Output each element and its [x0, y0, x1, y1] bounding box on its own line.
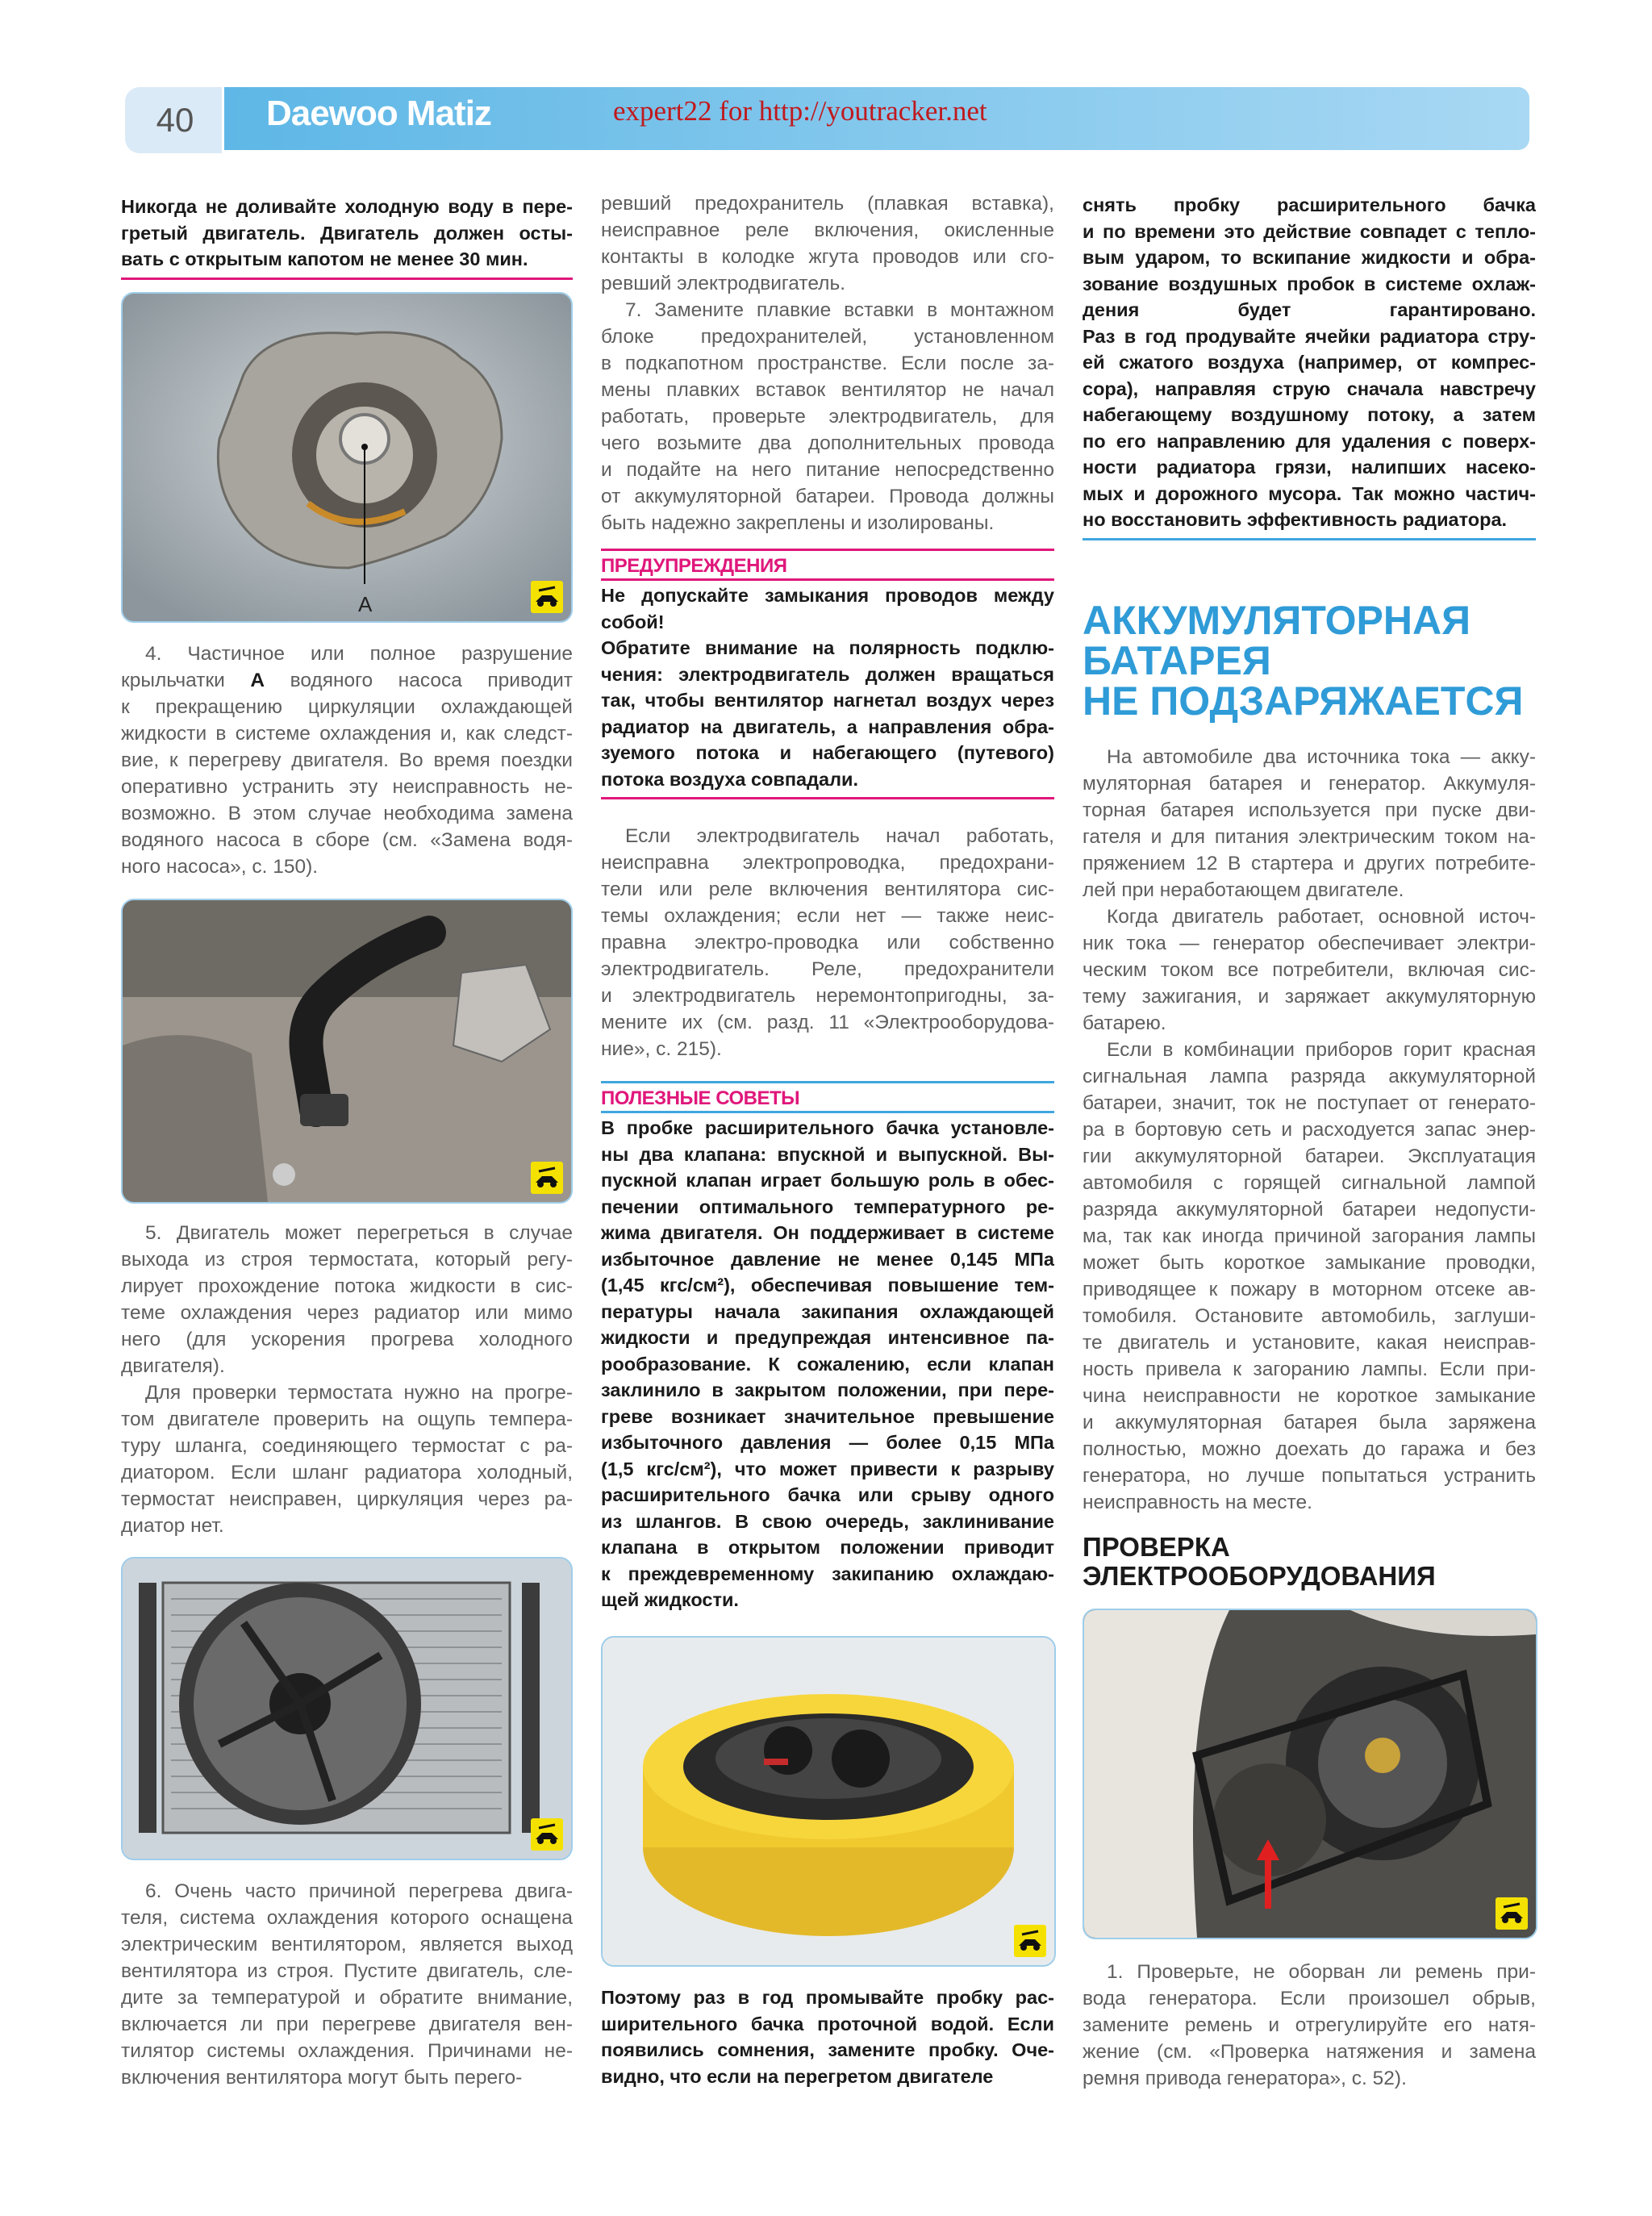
text-line: жидкости в системе охлаждения и, как следст- — [121, 723, 573, 745]
text-line: мых и дорожного мусора. Так можно частич- — [1083, 482, 1536, 504]
text-line: пускной клапан играет большую роль в обес- — [601, 1170, 1054, 1191]
text-line: и электродвигатель неремонтопригодны, за- — [601, 985, 1054, 1007]
text-line: тему зажигания, и заряжает аккумуляторную — [1083, 986, 1536, 1008]
paragraph-5b — [121, 1379, 573, 1539]
col2-p8 — [601, 823, 1054, 1062]
text-line: мены плавких вставок вентилятор не начал — [601, 379, 1054, 401]
text-line: потока воздуха совпадали. — [601, 768, 858, 790]
text-line: торная батарея используется при пуске дви- — [1083, 799, 1536, 821]
text-line: и подайте на него питание непосредственно — [601, 459, 1054, 481]
text-line: чения: электродвигатель должен вращаться — [601, 663, 1054, 685]
car-lift-icon — [1496, 1897, 1528, 1930]
text-line: сигнальная лампа разряда аккумуляторной — [1083, 1066, 1536, 1087]
text-line: неисправное реле включения, окисленные — [601, 219, 1054, 241]
page-number: 40 — [156, 101, 194, 139]
text-line: неисправность на месте. — [1083, 1492, 1312, 1513]
text-line: 1. Проверьте, не оборван ли ремень при- — [1107, 1961, 1536, 1983]
divider — [601, 549, 1054, 551]
battery-paragraph-3 — [1083, 1037, 1536, 1516]
text-line: теме охлаждения через радиатор или мимо — [121, 1302, 573, 1324]
paragraph-6 — [121, 1878, 573, 2091]
text-line: электрическим вентилятором, является выход — [121, 1934, 573, 1955]
text-line: ности радиатора грязи, налипших насеко- — [1083, 457, 1536, 478]
text-line: приводящее к пожару в моторном отсеке ав- — [1083, 1279, 1536, 1300]
text-line: батареи, значит, ток не поступает от генерато- — [1083, 1092, 1536, 1114]
car-lift-icon — [531, 581, 563, 613]
col2-top — [601, 190, 1054, 536]
text-line: (1,5 кгс/см²), что может привести к разрыву — [601, 1458, 1054, 1479]
text-line: электродвигатель. Реле, предохранители — [601, 958, 1054, 980]
text-line: (1,45 кгс/см²), обеспечивая повышение тем- — [601, 1275, 1054, 1296]
text-line: гретый двигатель. Двигатель должен осты- — [121, 222, 573, 244]
col1-p5 — [121, 1220, 573, 1539]
text-line: вать с открытым капотом не менее 30 мин. — [121, 248, 528, 269]
text-line: дите за температурой и обратите внимание, — [121, 1987, 573, 2009]
divider — [121, 278, 573, 280]
text-line: том двигателе проверить на ощупь темпера- — [121, 1408, 573, 1430]
text-line: 6. Очень часто причиной перегрева двига- — [145, 1880, 573, 1902]
text-line: жима двигателя. Он поддерживает в системе — [601, 1222, 1054, 1243]
text-line: ремня привода генератора», с. 52). — [1083, 2068, 1407, 2089]
text-line: чина неисправности не короткое замыкание — [1083, 1385, 1536, 1407]
text-line: вие, к перегреву двигателя. Во время поездки — [121, 749, 573, 771]
col3-e1 — [1083, 1959, 1536, 2092]
text-line: 4. Частичное или полное разрушение — [145, 643, 573, 665]
text-line: ны два клапана: впускной и выпускной. Вы- — [601, 1143, 1054, 1165]
text-line: но восстановить эффективность радиатора. — [1083, 509, 1508, 530]
text-line: темы охлаждения; если нет — также неис- — [601, 905, 1054, 927]
text-line: радиатор на двигатель, а направления обра- — [601, 716, 1054, 737]
text-line: контакты в колодке жгута проводов или сго- — [601, 246, 1054, 268]
text-line: возможно. В этом случае необходима замена — [121, 803, 573, 824]
text-line: ра в бортовую сеть и расходуется запас энер- — [1083, 1119, 1536, 1141]
text-line: включения вентилятора могут быть перего- — [121, 2067, 523, 2089]
paragraph-5 — [121, 1220, 573, 1379]
text-line: рообразование. К сожалению, если клапан — [601, 1353, 1054, 1375]
check-paragraph-1 — [1083, 1959, 1536, 2092]
text-line: может быть короткое замыкание проводки, — [1083, 1252, 1536, 1274]
divider — [601, 578, 1054, 581]
text-line: водяного насоса в сборе (см. «Замена водя- — [121, 829, 573, 851]
text-line: зование воздушных пробок в системе охлаж- — [1083, 273, 1536, 294]
text-line: вым ударом, то вскипание жидкости и обра- — [1083, 247, 1536, 268]
text-line: ЭЛЕКТРООБОРУДОВАНИЯ — [1083, 1561, 1436, 1591]
text-line: ей сжатого воздуха (например, от компрес- — [1083, 352, 1536, 373]
water-pump-photo — [121, 292, 573, 623]
radiator-fan-photo — [121, 1557, 573, 1860]
text-line: те двигатель и установите, какая неисправ- — [1083, 1332, 1536, 1354]
text-line: тели или реле включения вентилятора сис- — [601, 878, 1054, 900]
text-line: лирует прохождение потока жидкости в сис- — [121, 1275, 573, 1297]
text-line: тилятор системы охлаждения. Причинами не- — [121, 2040, 573, 2062]
text-line: диатор нет. — [121, 1515, 224, 1537]
text-line: Когда двигатель работает, основной источ- — [1107, 906, 1536, 928]
tips-text-2 — [601, 1984, 1054, 2089]
text-line: ность привела к загоранию лампы. Если при- — [1083, 1358, 1536, 1380]
divider — [601, 1081, 1054, 1083]
text-line: Раз в год продувайте ячейки радиатора стру- — [1083, 325, 1536, 347]
text-line: генератора, но лучше попытаться устранить — [1083, 1465, 1536, 1487]
text-line: неисправна электропроводка, предохрани- — [601, 852, 1054, 874]
text-line: блоке предохранителей, установленном — [601, 326, 1054, 348]
text-line: Обратите внимание на полярность подклю- — [601, 637, 1054, 658]
col3-top — [1083, 192, 1536, 540]
paragraph-4 — [121, 641, 573, 880]
tips-box — [601, 1081, 1054, 1613]
text-line: ного насоса», с. 150). — [121, 856, 319, 878]
text-line: быть надежно закреплены и изолированы. — [601, 512, 995, 534]
text-line: включается ли при перегреве двигателя вен- — [121, 2014, 573, 2035]
text-line: расширительного бачка или срыву одного — [601, 1484, 1054, 1505]
radiator-cap-photo — [601, 1636, 1056, 1967]
battery-section-title — [1083, 598, 1536, 724]
tips-text-cont — [1083, 192, 1536, 533]
divider — [1083, 538, 1536, 540]
text-line: БАТАРЕЯ — [1083, 638, 1271, 683]
text-line: пературы начала закипания охлаждающей — [601, 1300, 1054, 1322]
text-line: гателя и для питания электрическим током на- — [1083, 826, 1536, 848]
text-line: пряжением 12 В стартера и других потребите- — [1083, 853, 1536, 874]
text-line: набегающему воздушному потоку, а затем — [1083, 404, 1536, 425]
alternator-belt-photo — [1083, 1609, 1537, 1939]
text-line: щей жидкости. — [601, 1589, 739, 1610]
text-line: термостат неисправен, циркуляция через ра- — [121, 1488, 573, 1510]
text-line: собой! — [601, 611, 665, 632]
text-line: вода генератора. Если произошел обрыв, — [1083, 1988, 1536, 2009]
car-lift-icon — [531, 1818, 563, 1851]
text-line: так, чтобы вентилятор нагнетал воздух через — [601, 690, 1054, 711]
text-line: В пробке расширительного бачка установле- — [601, 1117, 1054, 1138]
divider — [601, 1111, 1054, 1113]
text-line: Поэтому раз в год промывайте пробку рас- — [601, 1987, 1054, 2008]
callout-a: A — [358, 592, 373, 616]
text-line: крыльчатки A водяного насоса приводит — [121, 670, 573, 691]
text-line: к прекращению циркуляции охлаждающей — [121, 696, 573, 718]
thermostat-photo — [121, 899, 573, 1204]
text-line: теля, система охлаждения которого оснащена — [121, 1907, 573, 1929]
text-line: полностью, можно доехать до гаража и без — [1083, 1438, 1536, 1460]
warnings-heading: ПРЕДУПРЕЖДЕНИЯ — [601, 555, 787, 577]
col2-bottom — [601, 1984, 1054, 2089]
text-line: гии аккумуляторной батареи. Эксплуатация — [1083, 1146, 1536, 1167]
text-line: зуемого потока и набегающего (путевого) — [601, 742, 1054, 763]
text-line: ние», с. 215). — [601, 1038, 722, 1060]
col1-p6 — [121, 1878, 573, 2091]
text-line: замените ремень и отрегулируйте его натя- — [1083, 2014, 1536, 2036]
battery-paragraph-1 — [1083, 744, 1536, 904]
text-line: избыточное давление не менее 0,145 МПа — [601, 1248, 1054, 1270]
text-line: АККУМУЛЯТОРНАЯ — [1083, 598, 1471, 643]
text-line: от аккумуляторной батареи. Провода должны — [601, 486, 1054, 507]
text-line: чего возьмите два дополнительных провода — [601, 432, 1054, 454]
callout-letter: A — [250, 670, 265, 691]
text-line: двигателя). — [121, 1355, 225, 1377]
paragraph-7 — [601, 297, 1054, 536]
text-line: оперативно устранить эту неисправность не- — [121, 776, 573, 798]
col1-p4 — [121, 641, 573, 880]
text-line: греве возникает значительное превышение — [601, 1405, 1054, 1427]
text-line: туру шланга, соединяющего термостат с ра- — [121, 1435, 573, 1457]
electrical-check-title — [1083, 1533, 1536, 1591]
text-line: заклинило в закрытом положении, при пере- — [601, 1379, 1054, 1400]
sub-title — [1083, 1533, 1536, 1591]
text-line: томобиля. Остановите автомобиль, заглуши- — [1083, 1305, 1536, 1327]
text-line: ник тока — генератор обеспечивает электри- — [1083, 933, 1536, 954]
warnings-text — [601, 582, 1054, 792]
text-line: На автомобиле два источника тока — акку- — [1107, 746, 1536, 768]
tips-heading: ПОЛЕЗНЫЕ СОВЕТЫ — [601, 1087, 800, 1109]
text-line: появились сомнения, замените пробку. Оче- — [601, 2039, 1054, 2060]
text-line: вентилятора из строя. Пустите двигатель, сле- — [121, 1960, 573, 1982]
text-line: Никогда не доливайте холодную воду в пере- — [121, 196, 573, 217]
text-line: 5. Двигатель может перегреться в случае — [145, 1222, 573, 1244]
battery-section — [1083, 744, 1536, 1516]
text-line: Если в комбинации приборов горит красная — [1107, 1039, 1536, 1061]
tips-text — [601, 1115, 1054, 1613]
text-line: жение (см. «Проверка натяжения и замена — [1083, 2041, 1536, 2063]
paragraph-cont — [601, 190, 1054, 297]
text-line: печении оптимального температурного ре- — [601, 1196, 1054, 1217]
text-line: жидкости и предупреждая интенсивное па- — [601, 1327, 1054, 1348]
text-line: и по времени это действие совпадет с тепло- — [1083, 220, 1536, 242]
text-line: сора), направляя струю сначала навстречу — [1083, 378, 1536, 399]
text-line: лей при неработающем двигателе. — [1083, 879, 1404, 901]
text-line: Если электродвигатель начал работать, — [625, 825, 1054, 847]
text-line: автомобиля с горящей сигнальной лампой — [1083, 1172, 1536, 1194]
divider — [601, 797, 1054, 799]
text-line: ревший электродвигатель. — [601, 273, 846, 294]
overheat-warning — [121, 194, 573, 273]
text-line: мените их (см. разд. 11 «Электрооборудова- — [601, 1012, 1054, 1033]
car-lift-icon — [531, 1162, 563, 1194]
text-line: работать, проверьте электродвигатель, для — [601, 406, 1054, 428]
text-line: Для проверки термостата нужно на прогре- — [145, 1382, 573, 1404]
text-line: видно, что если на перегретом двигателе — [601, 2065, 994, 2087]
text-line: муляторная батарея и генератор. Аккумуля- — [1083, 773, 1536, 795]
text-line: и аккумуляторная батарея была заряжена — [1083, 1412, 1536, 1434]
warnings-box — [601, 549, 1054, 799]
text-line: ревший предохранитель (плавкая вставка), — [601, 193, 1054, 215]
text-line: дения будет гарантировано. — [1083, 299, 1536, 320]
text-line: клапана в открытом положении приводит — [601, 1537, 1054, 1558]
paragraph-8 — [601, 823, 1054, 1062]
text-line: диатором. Если шланг радиатора холодный, — [121, 1462, 573, 1484]
text-line: НЕ ПОДЗАРЯЖАЕТСЯ — [1083, 678, 1524, 724]
text-line: выхода из строя термостата, который регу- — [121, 1249, 573, 1271]
text-line: в подкапотном пространстве. Если после за- — [601, 353, 1054, 374]
text-line: ма, так как иногда причиной загорания лампы — [1083, 1225, 1536, 1247]
text-line: избыточного давления — более 0,15 МПа — [601, 1432, 1054, 1453]
text-line: снять пробку расширительного бачка — [1083, 194, 1536, 215]
text-line: ческим током все потребители, включая сис- — [1083, 959, 1536, 981]
text-line: Не допускайте замыкания проводов между — [601, 585, 1054, 606]
text-line: из шлангов. В свою очередь, заклинивание — [601, 1510, 1054, 1532]
text-line: разряда аккумуляторной батареи недопусти- — [1083, 1199, 1536, 1221]
text-line: правна электро-проводка или собственно — [601, 932, 1054, 954]
text-line: ширительного бачка проточной водой. Если — [601, 2013, 1054, 2034]
text-line: по его направлению для удаления с поверх- — [1083, 430, 1536, 452]
book-title: Daewoo Matiz — [266, 94, 491, 133]
battery-paragraph-2 — [1083, 904, 1536, 1037]
car-lift-icon — [1014, 1925, 1046, 1957]
text-line: него (для ускорения прогрева холодного — [121, 1329, 573, 1350]
text-line: 7. Замените плавкие вставки в монтажном — [625, 299, 1054, 321]
text-line: ПРОВЕРКА — [1083, 1532, 1230, 1562]
section-title — [1083, 598, 1536, 724]
text-line: батарею. — [1083, 1012, 1166, 1034]
col1-warning — [121, 194, 573, 280]
text-line: к преждевременному закипанию охлаждаю- — [601, 1563, 1054, 1584]
watermark: expert22 for http://youtracker.net — [613, 95, 987, 127]
